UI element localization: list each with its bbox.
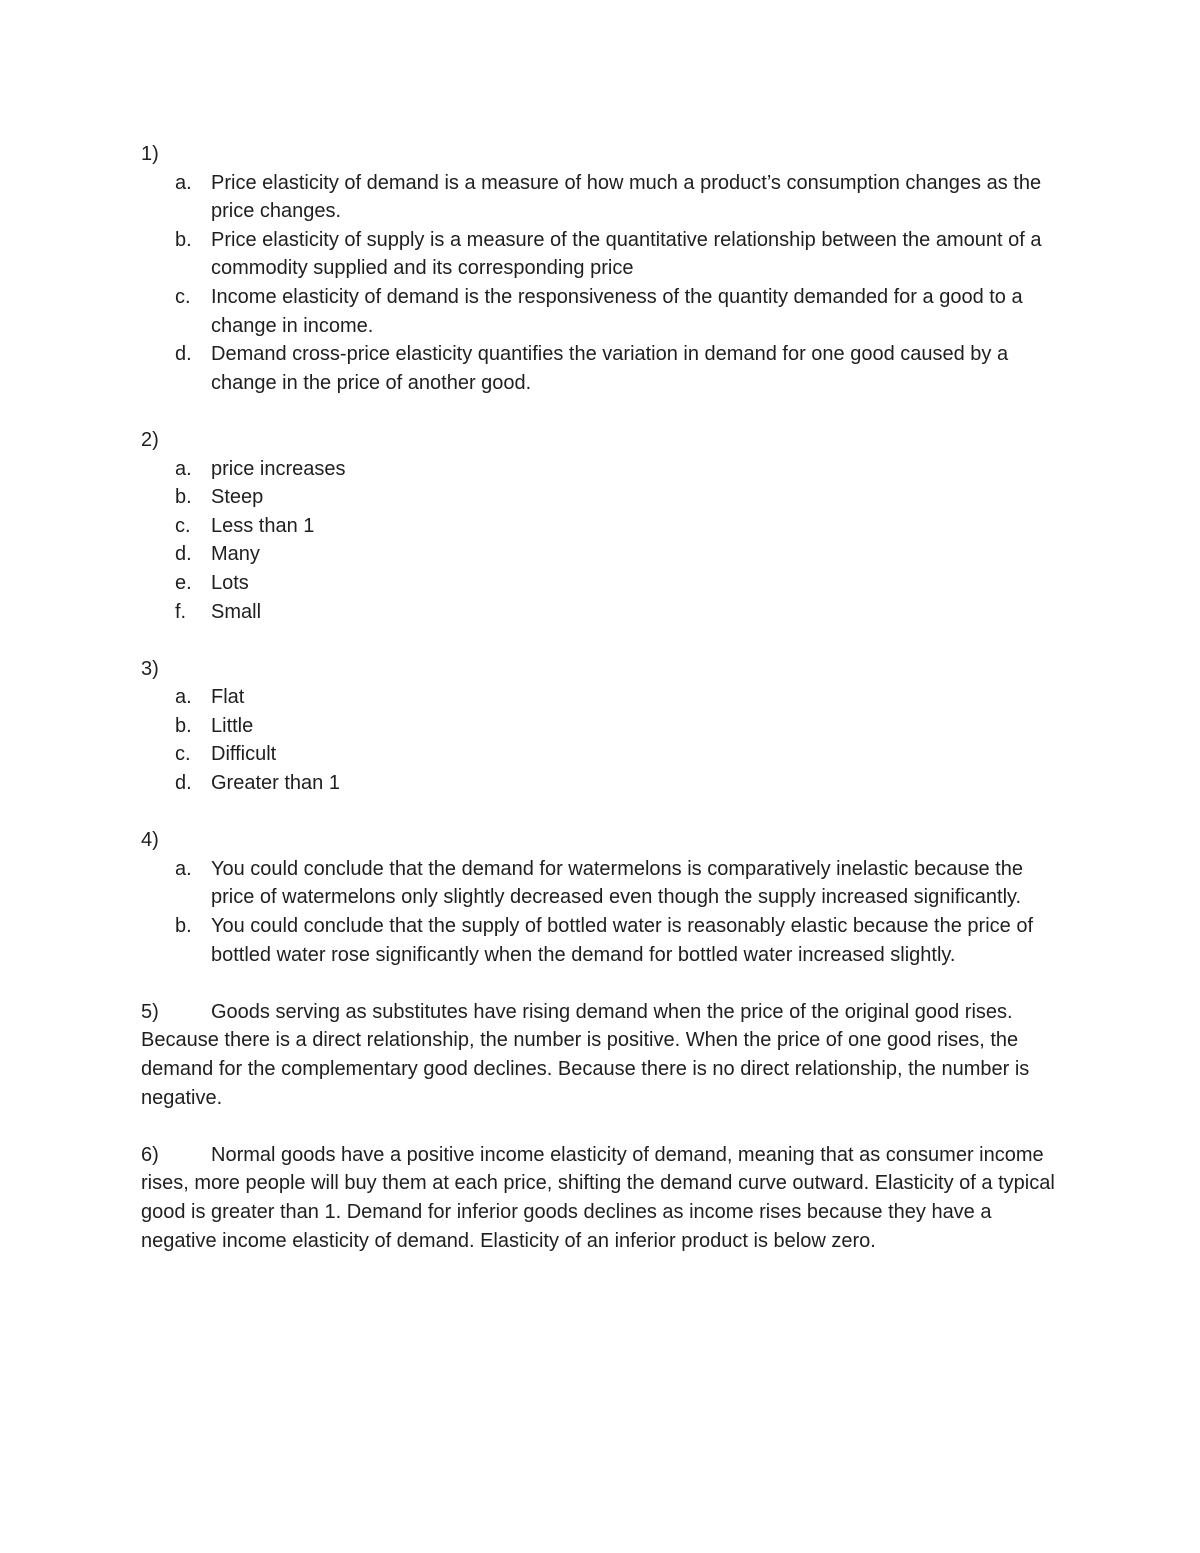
answer-text: Little xyxy=(211,714,254,737)
answer-item xyxy=(141,283,1061,340)
question-2 xyxy=(141,426,1061,626)
answer-item xyxy=(141,540,1061,569)
question-4 xyxy=(141,826,1061,969)
answer-letter: c. xyxy=(175,743,191,766)
answer-item xyxy=(141,769,1061,798)
answer-paragraph-6 xyxy=(141,1141,1061,1255)
answer-letter: a. xyxy=(175,457,192,480)
answer-item xyxy=(141,340,1061,397)
question-number: 1) xyxy=(141,143,159,165)
answer-text: Difficult xyxy=(211,743,277,766)
answer-text: Price elasticity of demand is a measure of how much a product’s consumption changes as the price changes. xyxy=(211,171,1042,223)
answer-letter: a. xyxy=(175,686,192,709)
question-1 xyxy=(141,140,1061,397)
answer-text: Flat xyxy=(211,686,245,709)
paragraph-text: Normal goods have a positive income elasticity of demand, meaning that as consumer income rises, more people will buy them at each price, shifting the demand curve outward. Elasticity of a typical good is greater than 1. Demand for inferior goods declines as income rises because they have a negative income elasticity of demand. Elasticity of an inferior product is below zero. xyxy=(141,1143,1055,1252)
answer-letter: b. xyxy=(175,714,192,737)
answer-text: Price elasticity of supply is a measure of the quantitative relationship between the amount of a commodity supplied and its corresponding price xyxy=(211,228,1042,280)
answer-item xyxy=(141,226,1061,283)
answer-text: Demand cross-price elasticity quantifies the variation in demand for one good caused by a change in the price of another good. xyxy=(211,343,1009,394)
answer-item xyxy=(141,712,1061,741)
answer-text: Steep xyxy=(211,486,264,509)
answer-item xyxy=(141,855,1061,912)
answer-letter: d. xyxy=(175,772,192,795)
document-page xyxy=(141,140,1061,1284)
question-number: 4) xyxy=(141,829,159,852)
answer-item xyxy=(141,569,1061,598)
answer-paragraph-5 xyxy=(141,998,1061,1112)
answer-letter: a. xyxy=(175,857,192,880)
answer-list xyxy=(141,855,1061,969)
answer-text: Many xyxy=(211,543,260,566)
answer-letter: b. xyxy=(175,228,192,251)
answer-item xyxy=(141,455,1061,484)
answer-text: Income elasticity of demand is the responsiveness of the quantity demanded for a good to a change in income. xyxy=(211,285,1023,337)
answer-text: You could conclude that the supply of bottled water is reasonably elastic because the price of bottled water rose significantly when the demand for bottled water increased slightly. xyxy=(211,915,1034,966)
answer-item xyxy=(141,912,1061,969)
paragraph-text: Goods serving as substitutes have rising demand when the price of the original good rises. Because there is a direct relationship, the number is positive. When the price of one good rises, the demand for the complementary good declines. Because there is no direct relationship, the number is negative. xyxy=(141,1000,1030,1109)
answer-letter: d. xyxy=(175,543,192,566)
answer-text: Greater than 1 xyxy=(211,772,340,795)
answer-letter: f. xyxy=(175,600,187,623)
answer-letter: e. xyxy=(175,571,192,594)
answer-list xyxy=(141,683,1061,797)
question-number: 3) xyxy=(141,657,159,680)
answer-text: Lots xyxy=(211,571,249,594)
answer-item xyxy=(141,598,1061,627)
answer-item xyxy=(141,483,1061,512)
answer-letter: b. xyxy=(175,915,192,938)
paragraph-number: 5) xyxy=(141,1000,159,1023)
answer-list xyxy=(141,169,1061,398)
answer-list xyxy=(141,455,1061,627)
answer-letter: c. xyxy=(175,514,191,537)
answer-letter: d. xyxy=(175,343,192,366)
answer-item xyxy=(141,740,1061,769)
answer-item xyxy=(141,169,1061,226)
answer-letter: a. xyxy=(175,171,192,194)
answer-text: price increases xyxy=(211,457,346,480)
answer-letter: c. xyxy=(175,285,191,308)
answer-item xyxy=(141,683,1061,712)
question-number: 2) xyxy=(141,428,159,451)
paragraph-number: 6) xyxy=(141,1143,159,1166)
answer-text: Less than 1 xyxy=(211,514,315,537)
answer-letter: b. xyxy=(175,486,192,509)
answer-text: You could conclude that the demand for watermelons is comparatively inelastic because the price of watermelons only slightly decreased even though the supply increased significantly. xyxy=(211,857,1023,909)
answer-text: Small xyxy=(211,600,262,623)
question-3 xyxy=(141,655,1061,798)
answer-item xyxy=(141,512,1061,541)
